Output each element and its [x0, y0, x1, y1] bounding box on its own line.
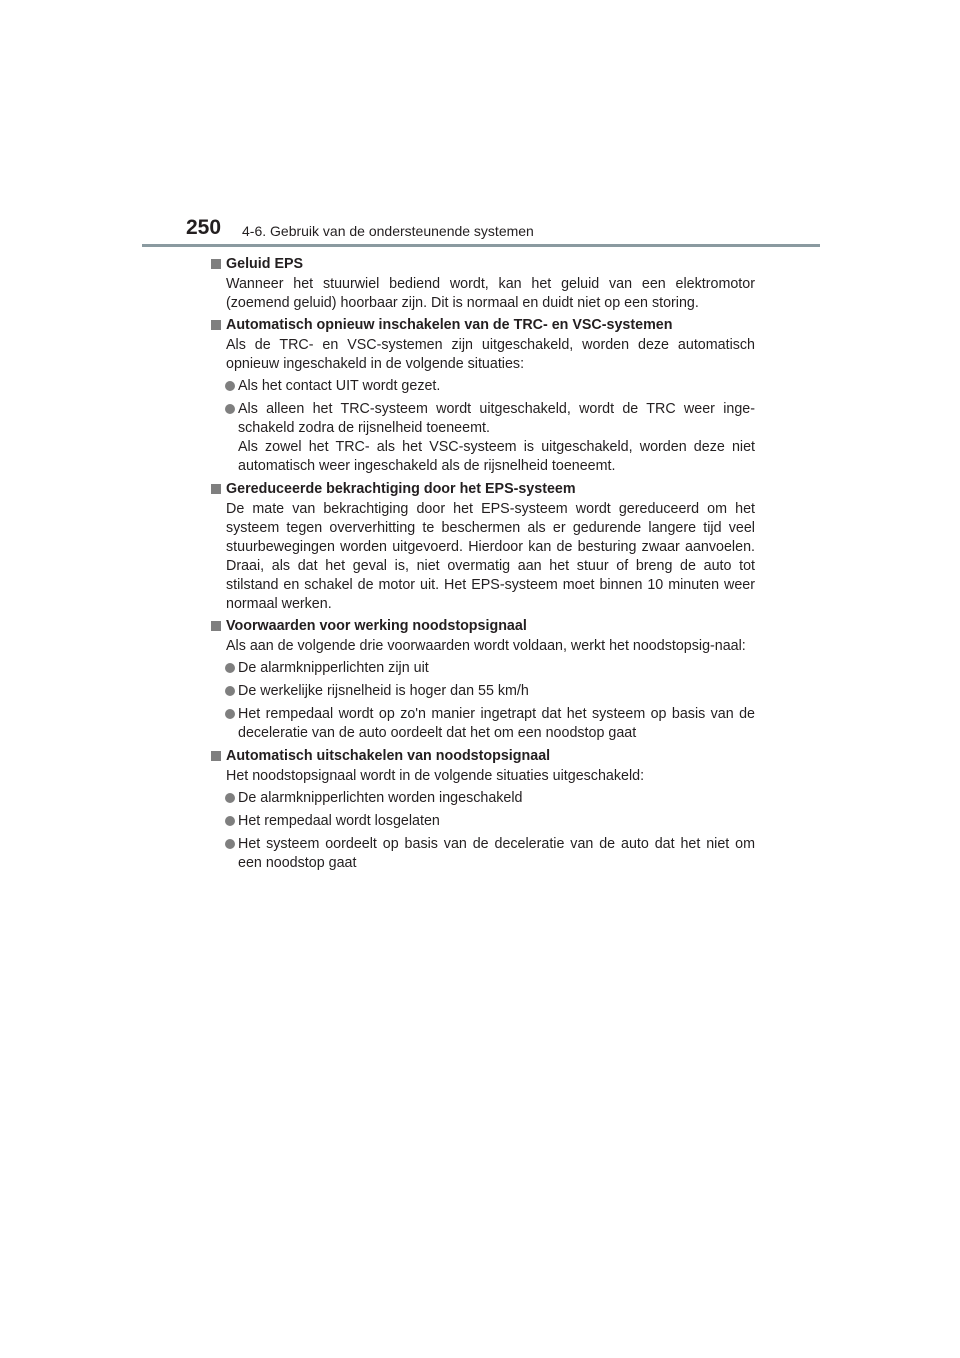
section-heading: Automatisch uitschakelen van noodstopsignaal: [210, 747, 755, 766]
section-heading: Automatisch opnieuw inschakelen van de TRC- en VSC-systemen: [210, 316, 755, 335]
circle-bullet-icon: [225, 816, 235, 826]
list-item: Als alleen het TRC-systeem wordt uitgeschakeld, wordt de TRC weer inge-schakeld zodra de rijsnelheid toeneemt. Als zowel het TRC- als het VSC-systeem is uitgeschakeld, worden deze niet automatisch weer ingeschakeld als de rijsnelheid toeneemt.: [210, 400, 755, 476]
section-eps-reduction: [210, 480, 755, 614]
section-heading: Geluid EPS: [210, 255, 755, 274]
circle-bullet-icon: [225, 709, 235, 719]
list-item: Het rempedaal wordt op zo'n manier ingetrapt dat het systeem op basis van de deceleratie van de auto oordeelt dat het om een noodstop gaat: [210, 705, 755, 743]
section-paragraph: Als aan de volgende drie voorwaarden wordt voldaan, werkt het noodstopsig-naal:: [226, 638, 746, 654]
section-heading: Voorwaarden voor werking noodstopsignaal: [210, 617, 755, 636]
circle-bullet-icon: [225, 404, 235, 414]
section-title: 4-6. Gebruik van de ondersteunende systemen: [242, 223, 534, 239]
section-paragraph: De mate van bekrachtiging door het EPS-systeem wordt gereduceerd om het systeem tegen oververhitting te beschermen als er gedurende langere tijd veel stuurbewegingen worden uitgevoerd. Hierdoor kan de besturing zwaar aanvoelen. Draai, als dat het geval is, niet overmatig aan het stuur of breng de auto tot stilstand en schakel de motor uit. Het EPS-systeem moet binnen 10 minuten weer normaal werken.: [226, 501, 755, 612]
list-item: De alarmknipperlichten zijn uit: [210, 659, 755, 678]
list-item: Het rempedaal wordt losgelaten: [210, 812, 755, 831]
list-item: De werkelijke rijsnelheid is hoger dan 55 km/h: [210, 682, 755, 701]
square-bullet-icon: [211, 320, 221, 330]
section-paragraph: Het noodstopsignaal wordt in de volgende situaties uitgeschakeld:: [226, 768, 645, 784]
page-content: [210, 255, 755, 877]
section-paragraph: Als de TRC- en VSC-systemen zijn uitgeschakeld, worden deze automatisch opnieuw ingeschakeld in de volgende situaties:: [226, 337, 755, 372]
list-item: De alarmknipperlichten worden ingeschakeld: [210, 789, 755, 808]
circle-bullet-icon: [225, 839, 235, 849]
section-paragraph: Wanneer het stuurwiel bediend wordt, kan het geluid van een elektromotor (zoemend geluid) hoorbaar zijn. Dit is normaal en duidt niet op een storing.: [226, 276, 755, 311]
page-header: [142, 214, 820, 248]
section-geluid-eps: [210, 255, 755, 313]
section-noodstop-uitschakelen: [210, 747, 755, 873]
list-item: Het systeem oordeelt op basis van de deceleratie van de auto dat het niet om een noodstop gaat: [210, 835, 755, 873]
circle-bullet-icon: [225, 793, 235, 803]
page-number: 250: [186, 216, 222, 239]
circle-bullet-icon: [225, 686, 235, 696]
circle-bullet-icon: [225, 663, 235, 673]
square-bullet-icon: [211, 621, 221, 631]
header-divider: [142, 244, 820, 247]
square-bullet-icon: [211, 484, 221, 494]
circle-bullet-icon: [225, 381, 235, 391]
square-bullet-icon: [211, 751, 221, 761]
square-bullet-icon: [211, 259, 221, 269]
section-trc-vsc: [210, 316, 755, 476]
section-heading: Gereduceerde bekrachtiging door het EPS-systeem: [210, 480, 755, 499]
list-item-extra: Als zowel het TRC- als het VSC-systeem is uitgeschakeld, worden deze niet automatisch weer ingeschakeld als de rijsnelheid toeneemt.: [238, 439, 755, 474]
list-item: Als het contact UIT wordt gezet.: [210, 377, 755, 396]
section-noodstop-werking: [210, 617, 755, 743]
